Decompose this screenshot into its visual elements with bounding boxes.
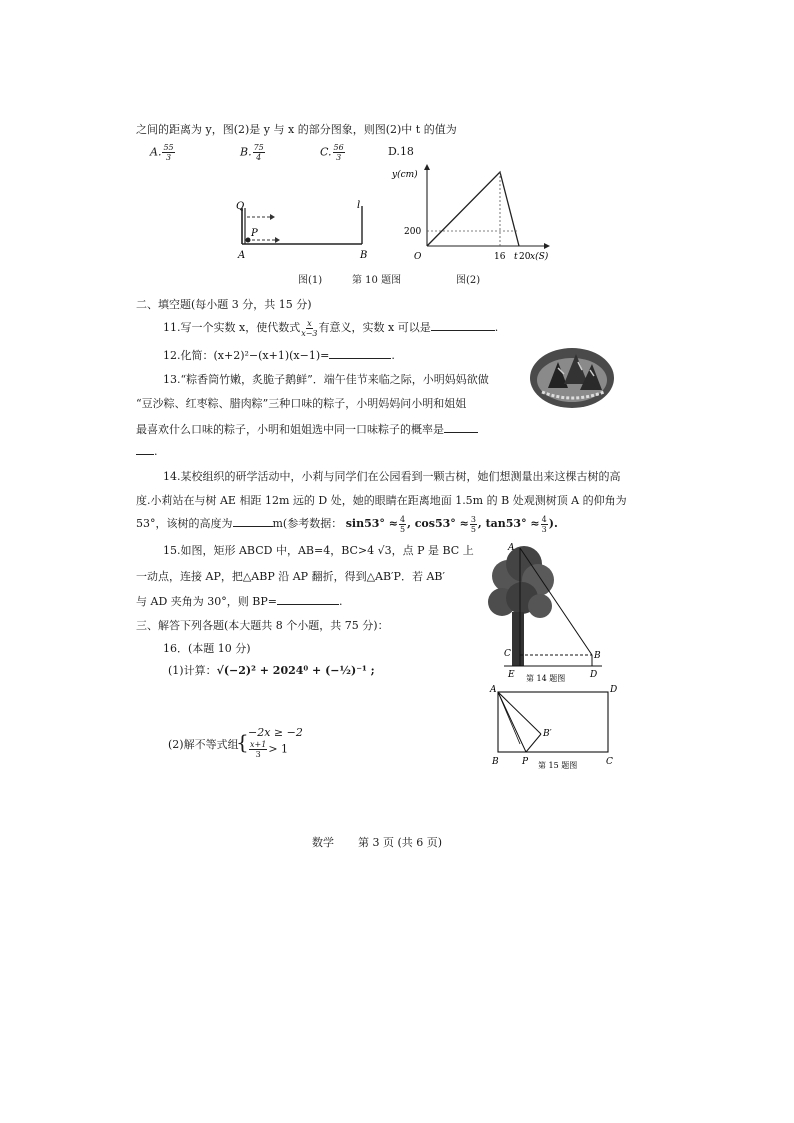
numerator: x	[307, 318, 312, 328]
denominator: x−3	[301, 328, 318, 338]
q10-option-c	[320, 143, 346, 162]
question-11	[163, 318, 498, 338]
inequality-brace: {	[236, 730, 249, 754]
fold-line	[498, 692, 520, 744]
caption-fig1: 图(1)	[298, 275, 323, 286]
tick-t: t	[514, 252, 518, 262]
denominator: 5	[470, 524, 476, 534]
q14-sin: sin53° ≈	[345, 517, 398, 530]
numerator: x+1	[250, 740, 267, 749]
q13-text: 最喜欢什么口味的粽子，小明和姐姐选中同一口味粽子的概率是	[136, 423, 444, 436]
numerator: 56	[333, 143, 344, 152]
q13-answer-blank-b[interactable]	[136, 442, 154, 455]
q11-fraction	[301, 319, 317, 338]
denominator: 3	[166, 153, 172, 162]
label-C: C	[606, 757, 613, 767]
q15-answer-blank[interactable]	[277, 592, 339, 605]
q12-text: 12.化简：(x+2)²−(x+1)(x−1)=	[163, 349, 330, 362]
q10-figure-2-graph	[372, 160, 557, 264]
label-P: P	[522, 757, 529, 767]
option-letter: D.	[388, 145, 400, 158]
q14-figure-tree	[478, 540, 618, 686]
zongzi-photo	[528, 344, 616, 410]
denominator: 4	[256, 153, 262, 162]
label-P: P	[251, 228, 258, 239]
label-D: D	[610, 685, 618, 695]
inequality-2	[248, 740, 288, 759]
graph-line	[427, 172, 519, 246]
section-3-title: 三、解答下列各题(本大题共 8 个小题，共 75 分)：	[136, 619, 389, 632]
q16-part-2	[168, 736, 239, 752]
label-Q: Q	[236, 201, 245, 212]
q13-line-2: “豆沙粽、红枣粽、腊肉粽”三种口味的粽子，小明妈妈问小明和姐姐	[136, 397, 467, 410]
q11-end: .	[494, 321, 499, 334]
q13-answer-blank-a[interactable]	[444, 420, 478, 433]
tick-200: 200	[404, 227, 422, 237]
label-B: B	[360, 250, 368, 261]
q15-line-3	[136, 592, 342, 609]
caption-q14: 第 14 题图	[526, 674, 566, 683]
denominator: 5	[399, 524, 406, 534]
numerator: 3	[470, 514, 476, 524]
numerator: 4	[399, 514, 406, 524]
rectangle-ABCD	[498, 692, 608, 752]
question-12	[163, 346, 395, 363]
q16-part2-label: (2)解不等式组	[168, 738, 239, 751]
segment-PB2	[526, 734, 541, 752]
q14-line-2: 度.小莉站在与树 AE 相距 12m 远的 D 处，她的眼睛在距离地面 1.5m 的 B 处观测树顶 A 的仰角为	[136, 494, 627, 507]
inequality-1: −2x ≥ −2	[248, 726, 303, 739]
q14-text: 53°，该树的高度为	[136, 517, 233, 530]
option-fraction	[253, 143, 265, 162]
q10-option-a	[150, 143, 176, 162]
label-A: A	[490, 685, 497, 695]
caption-fig2: 图(2)	[456, 275, 481, 286]
segment-AB2	[498, 692, 541, 734]
q13-line-1: 13.“粽香筒竹嫩，炙脆子鹅鲜”．端午佳节来临之际，小明妈妈欲做	[163, 373, 489, 386]
q12-answer-blank[interactable]	[329, 346, 391, 359]
q10-figure-1	[230, 196, 380, 262]
q14-tan: , tan53° ≈	[477, 517, 540, 530]
q10-option-b	[240, 143, 266, 162]
inequality-2-relation: > 1	[268, 742, 289, 756]
option-letter: A.	[150, 145, 162, 159]
label-C: C	[504, 649, 511, 659]
label-E: E	[508, 670, 515, 680]
tick-20: 20	[519, 252, 531, 262]
denominator: 3	[541, 524, 547, 534]
q15-text: 与 AD 夹角为 30°，则 BP=	[136, 595, 277, 608]
q16-part1-expression: √(−2)² + 2024⁰ + (−½)⁻¹ ;	[216, 664, 375, 677]
q14-sin-frac	[399, 515, 406, 534]
point-P	[246, 238, 251, 243]
q15-line-2: 一动点，连接 AP，把△ABP 沿 AP 翻折，得到△AB′P．若 AB′	[136, 570, 445, 583]
q11-text-post: 有意义，实数 x 可以是	[318, 321, 431, 334]
q10-stem-tail: 之间的距离为 y，图(2)是 y 与 x 的部分图象，则图(2)中 t 的值为	[136, 123, 457, 136]
q14-line-1: 14.某校组织的研学活动中，小莉与同学们在公园看到一颗古树，她们想测量出来这棵古树的高	[163, 470, 621, 483]
q14-cos: , cos53° ≈	[407, 517, 469, 530]
label-l: l	[357, 200, 361, 211]
label-B-prime: B′	[543, 729, 552, 739]
q11-answer-blank[interactable]	[431, 318, 495, 331]
option-letter: C.	[320, 145, 332, 159]
q14-close: ).	[548, 517, 558, 530]
arrow-p-head	[275, 237, 280, 243]
label-D: D	[590, 670, 598, 680]
footer-page-number: 第 3 页 (共 6 页)	[358, 836, 443, 849]
option-letter: B.	[240, 145, 252, 159]
caption-q10: 第 10 题图	[352, 275, 402, 286]
y-axis-arrow	[424, 164, 430, 170]
footer-subject: 数学	[312, 836, 334, 849]
numerator: 55	[163, 143, 174, 152]
option-value: 18	[399, 145, 414, 158]
label-A: A	[508, 543, 515, 553]
tree-trunk	[512, 612, 524, 666]
denominator: 3	[336, 153, 342, 162]
origin-label: O	[414, 252, 422, 262]
q14-unit: m(参考数据：	[272, 517, 343, 530]
foliage	[528, 594, 552, 618]
option-fraction	[333, 143, 345, 162]
q13-line-3	[136, 420, 478, 437]
tick-16: 16	[494, 252, 506, 262]
arrow-q-head	[270, 214, 275, 220]
label-A: A	[238, 250, 246, 261]
label-B: B	[594, 651, 601, 661]
q13-end: .	[154, 445, 158, 458]
caption-q15: 第 15 题图	[538, 761, 578, 770]
x-axis-label: x(S)	[530, 252, 549, 262]
option-fraction	[162, 143, 174, 162]
q16-part-1	[168, 662, 375, 678]
q15-end: .	[338, 595, 343, 608]
q13-line-4	[136, 442, 158, 458]
inequality-2-frac	[249, 740, 267, 759]
denominator: 3	[255, 750, 261, 759]
q15-figure-rectangle	[486, 684, 620, 770]
q16-part1-label: (1)计算：	[168, 664, 217, 677]
y-axis-label: y(cm)	[392, 170, 418, 180]
q11-text: 11.写一个实数 x，使代数式	[163, 321, 301, 334]
q14-cos-frac	[470, 515, 477, 534]
q10-option-d	[388, 145, 414, 158]
q14-line-3	[136, 514, 558, 534]
section-2-title: 二、填空题(每小题 3 分，共 15 分)	[136, 298, 312, 311]
q15-line-1: 15.如图，矩形 ABCD 中，AB=4，BC>4 √3，点 P 是 BC 上	[163, 544, 474, 557]
numerator: 75	[253, 143, 264, 152]
q12-end: .	[391, 349, 395, 362]
label-B: B	[492, 757, 499, 767]
q14-answer-blank[interactable]	[233, 514, 273, 527]
x-axis-arrow	[544, 243, 550, 249]
q16-heading: 16．(本题 10 分)	[163, 642, 251, 655]
numerator: 4	[541, 514, 547, 524]
q14-tan-frac	[541, 515, 548, 534]
